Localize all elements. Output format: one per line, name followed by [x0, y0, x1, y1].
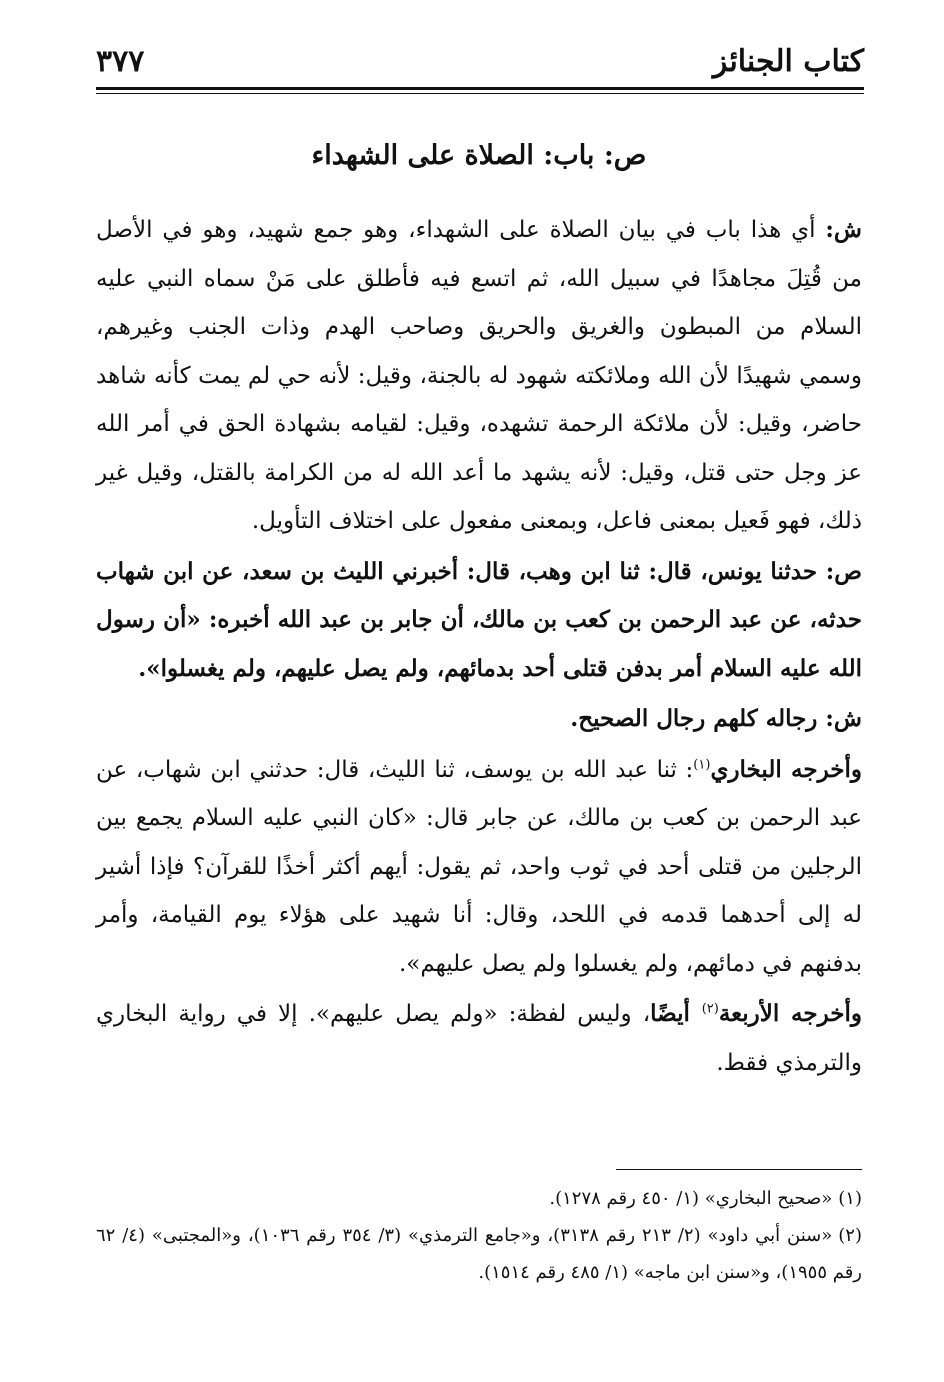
paragraph-marker: ش: — [825, 705, 862, 732]
footnote-divider — [616, 1169, 862, 1170]
footnotes — [96, 1180, 862, 1291]
footnote-text: «سنن أبي داود» (٢/ ٢١٣ رقم ٣١٣٨)، و«جامع الترمذي» (٣/ ٣٥٤ رقم ١٠٣٦)، و«المجتبى» (٤/ ٦٢ رقم ١٩٥٥)، و«سنن ابن ماجه» (١/ ٤٨٥ رقم ١٥١٤). — [96, 1225, 862, 1283]
header-rule-thin — [96, 93, 864, 94]
running-header — [96, 36, 864, 86]
book-title: كتاب الجنائز — [712, 43, 864, 79]
main-text — [96, 128, 862, 1089]
footnote-item — [96, 1217, 862, 1291]
paragraph-lead: وأخرجه الأربعة — [718, 1000, 862, 1027]
footnote-number: (٢) — [838, 1225, 862, 1246]
paragraph-marker: ش: — [825, 216, 862, 243]
footnote-text: «صحيح البخاري» (١/ ٤٥٠ رقم ١٢٧٨). — [549, 1188, 833, 1209]
paragraph-commentary — [96, 206, 862, 546]
footnote-reference[interactable]: (١) — [693, 756, 711, 772]
paragraph-commentary-short — [96, 695, 862, 744]
page-number: ٣٧٧ — [96, 43, 145, 79]
paragraph-text: : ثنا عبد الله بن يوسف، ثنا الليث، قال: حدثني ابن شهاب، عن عبد الرحمن بن كعب بن مالك، عن جابر قال: «كان النبي عليه السلام يجمع بين الرجلين من قتلى أحد في ثوب واحد، ثم يقول: أيهم أكثر أخذًا للقرآن؟ فإذا أشير له إلى أحدهما قدمه في اللحد، وقال: أنا شهيد على هؤلاء يوم القيامة، وأمر بدفنهم في دمائهم، ولم يغسلوا ولم يصل عليهم». — [96, 756, 862, 977]
paragraph-lead: وأخرجه البخاري — [710, 755, 863, 783]
paragraph-lead-continued: أيضًا — [650, 1000, 702, 1027]
footnote-number: (١) — [838, 1188, 862, 1209]
paragraph-text: ، وليس لفظة: «ولم يصل عليهم». إلا في رواية البخاري والترمذي فقط. — [96, 1001, 862, 1076]
paragraph-text: حدثنا يونس، قال: ثنا ابن وهب، قال: أخبرني الليث بن سعد، عن ابن شهاب حدثه، عن عبد الرحمن بن كعب بن مالك، أن جابر بن عبد الله أخبره: «أن رسول الله عليه السلام أمر بدفن قتلى أحد بدمائهم، ولم يصل عليهم، ولم يغسلوا». — [96, 557, 862, 682]
paragraph-four-collections — [96, 990, 862, 1087]
paragraph-bukhari — [96, 746, 862, 989]
section-heading: ص: باب: الصلاة على الشهداء — [311, 140, 647, 171]
paragraph-text: أي هذا باب في بيان الصلاة على الشهداء، وهو جمع شهيد، وهو في الأصل من قُتِلَ مجاهدًا في سبيل الله، ثم اتسع فيه فأطلق على مَنْ سماه النبي عليه السلام من المبطون والغريق والحريق وصاحب الهدم وذات الجنب وغيرهم، وسمي شهيدًا لأن الله وملائكته شهود له بالجنة، وقيل: لأنه حي لم يمت كأنه شاهد حاضر، وقيل: لأن ملائكة الرحمة تشهده، وقيل: لقيامه بشهادة الحق في أمر الله عز وجل حتى قتل، وقيل: لأنه يشهد ما أعد الله له من الكرامة بالقتل، وقيل غير ذلك، فهو فَعيل بمعنى فاعل، وبمعنى مفعول على اختلاف التأويل. — [96, 217, 862, 534]
footnote-reference[interactable]: (٢) — [701, 1001, 719, 1017]
paragraph-text: رجاله كلهم رجال الصحيح. — [570, 705, 826, 732]
footnote-item — [96, 1180, 862, 1217]
header-rule — [96, 87, 864, 90]
paragraph-hadith — [96, 548, 862, 694]
paragraph-marker: ص: — [825, 557, 862, 585]
